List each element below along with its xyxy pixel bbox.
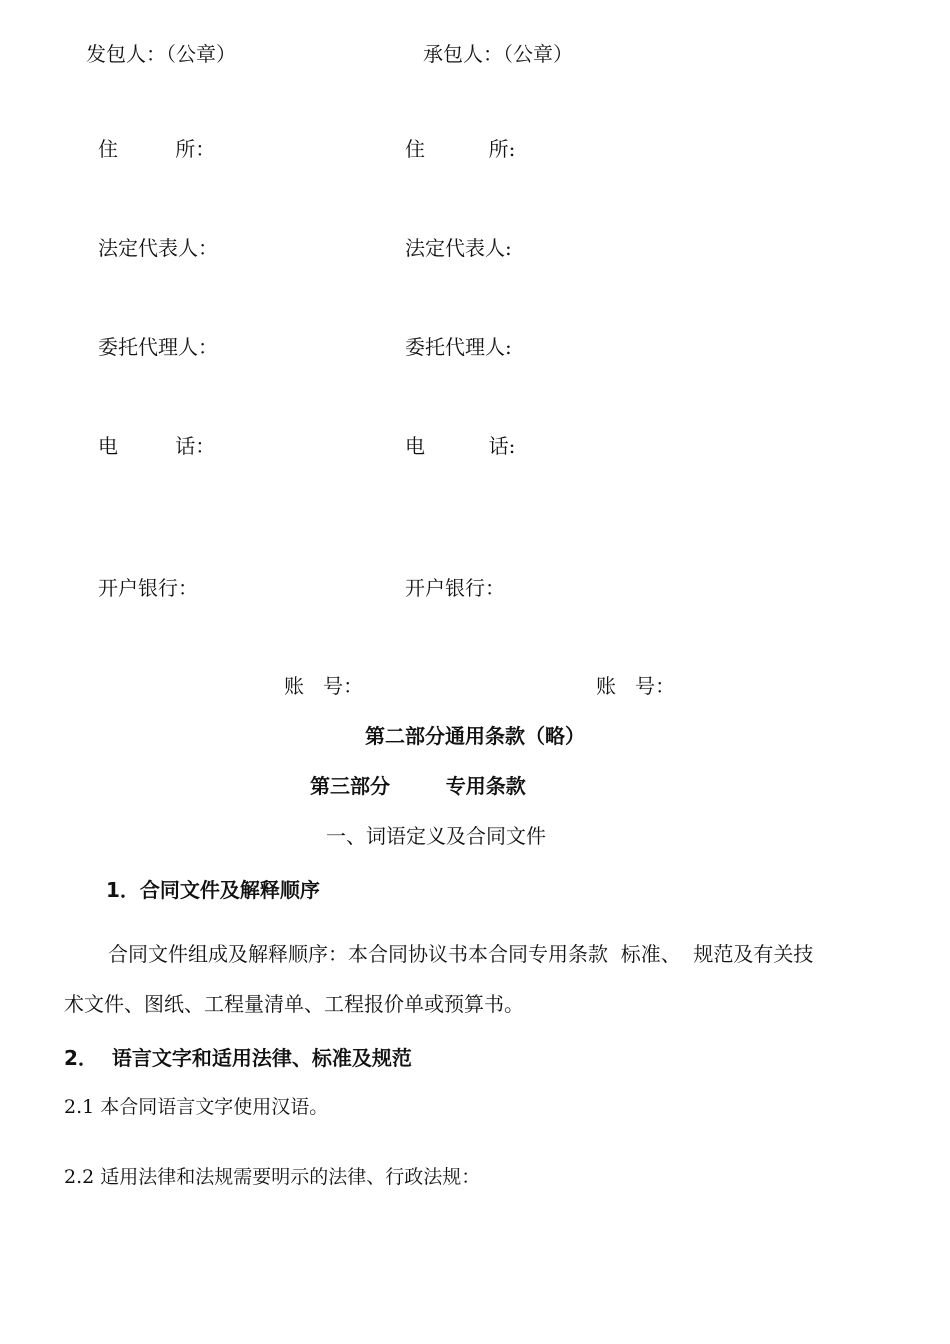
clause-2-1-text: 2.1 本合同语言文字使用汉语。 xyxy=(64,1096,329,1118)
contractor-phone-label: 电 话: xyxy=(405,434,516,458)
part-three-title: 第三部分 专用条款 xyxy=(310,774,526,798)
clause-1-heading: 1．合同文件及解释顺序 xyxy=(106,878,320,902)
clause-2-heading: 2． 语言文字和适用法律、标准及规范 xyxy=(64,1046,412,1070)
employer-phone-label: 电 话： xyxy=(98,434,216,458)
employer-legal-rep-label: 法定代表人： xyxy=(98,236,218,260)
clause-1-body-line2: 术文件、图纸、工程量清单、工程报价单或预算书。 xyxy=(64,992,524,1016)
contractor-seal-label: 承包人：（公章） xyxy=(423,42,573,66)
employer-agent-label: 委托代理人： xyxy=(98,335,218,359)
clause-2-2-text: 2.2 适用法律和法规需要明示的法律、行政法规： xyxy=(64,1166,481,1188)
employer-address-label: 住 所： xyxy=(98,137,216,161)
part-two-title: 第二部分通用条款（略） xyxy=(365,724,585,748)
contractor-address-label: 住 所: xyxy=(405,137,516,161)
employer-seal-label: 发包人：（公章） xyxy=(86,42,236,66)
employer-account-label: 账 号： xyxy=(284,674,364,698)
contractor-legal-rep-label: 法定代表人: xyxy=(405,236,512,260)
clause-1-body-line1: 合同文件组成及解释顺序：本合同协议书本合同专用条款 标准、 规范及有关技 xyxy=(108,942,814,966)
contractor-account-label: 账 号： xyxy=(596,674,676,698)
contractor-bank-label: 开户银行： xyxy=(405,576,505,600)
section-one-title: 一、词语定义及合同文件 xyxy=(326,824,546,848)
employer-bank-label: 开户银行： xyxy=(98,576,198,600)
contractor-agent-label: 委托代理人: xyxy=(405,335,512,359)
